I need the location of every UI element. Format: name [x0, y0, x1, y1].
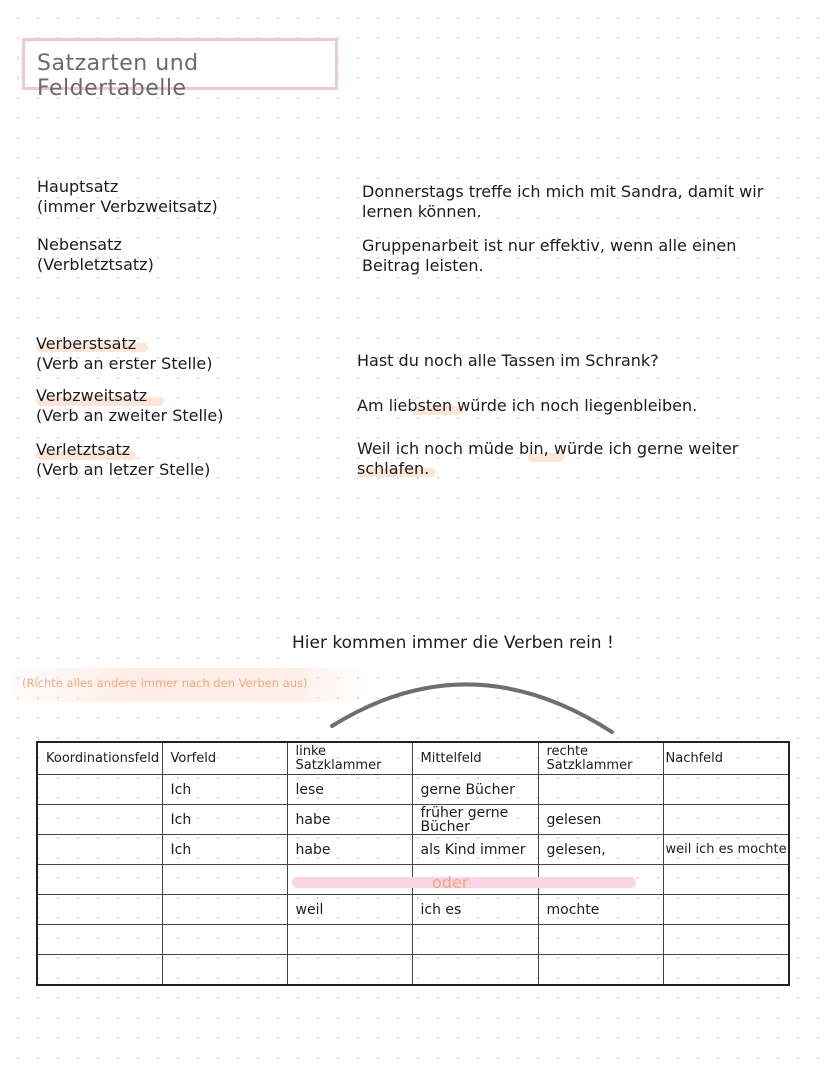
table-cell: [538, 955, 663, 986]
table-cell: [663, 895, 789, 925]
table-cell: lese: [287, 775, 412, 805]
table-cell: habe: [287, 835, 412, 865]
feldertabelle: [36, 741, 790, 986]
mittelfeld-line2: Bücher: [420, 818, 470, 835]
table-cell: [663, 865, 789, 895]
header-rechte-line2: Satzklammer: [546, 757, 633, 773]
table-cell: Ich: [162, 775, 287, 805]
page-title: Satzarten und Feldertabelle: [37, 51, 199, 101]
term-verberstsatz: Verberstsatz: [36, 334, 137, 353]
header-koordinationsfeld: Koordinationsfeld: [37, 742, 162, 775]
example-nebensatz-line2: Beitrag leisten.: [362, 256, 484, 275]
table-cell: habe: [287, 805, 412, 835]
table-cell: [538, 775, 663, 805]
table-cell: gerne Bücher: [412, 775, 538, 805]
table-cell: [287, 925, 412, 955]
table-cell: gelesen,: [538, 835, 663, 865]
table-cell: [162, 925, 287, 955]
table-header-row: [37, 742, 789, 775]
table-cell: [162, 895, 287, 925]
term-nebensatz-note: (Verbletztsatz): [37, 255, 154, 274]
example-nebensatz-line1: Gruppenarbeit ist nur effektiv, wenn alle einen: [362, 236, 737, 255]
table-cell: [287, 955, 412, 986]
verb-note: Hier kommen immer die Verben rein !: [286, 626, 636, 660]
example-hauptsatz-line1: Donnerstags treffe ich mich mit Sandra, damit wir: [362, 182, 764, 201]
table-cell: [663, 775, 789, 805]
table-cell: ich es: [412, 895, 538, 925]
table-cell: Ich: [162, 835, 287, 865]
header-linke-satzklammer: [287, 742, 412, 775]
table-cell: als Kind immer: [412, 835, 538, 865]
table-row: [37, 955, 789, 986]
header-mittelfeld: Mittelfeld: [412, 742, 538, 775]
table-row: [37, 805, 789, 835]
term-verbzweitsatz-note: (Verb an zweiter Stelle): [36, 406, 224, 425]
header-linke-line2: Satzklammer: [295, 757, 382, 773]
term-hauptsatz-note: (immer Verbzweitsatz): [37, 197, 218, 216]
table-row: [37, 895, 789, 925]
verb-bracket-arc: [320, 660, 630, 740]
example-hauptsatz-line2: lernen können.: [362, 202, 482, 221]
table-cell: [162, 865, 287, 895]
table-row: [37, 925, 789, 955]
table-cell: [412, 925, 538, 955]
term-verbzweitsatz: Verbzweitsatz: [36, 386, 148, 405]
table-cell: [37, 955, 162, 986]
table-cell: [412, 805, 538, 835]
table-cell: [162, 955, 287, 986]
header-vorfeld: Vorfeld: [162, 742, 287, 775]
table-cell: Ich: [162, 805, 287, 835]
side-note: [12, 668, 364, 702]
table-cell: [663, 925, 789, 955]
table-cell: [37, 805, 162, 835]
term-nebensatz: Nebensatz: [37, 235, 122, 254]
table-row: [37, 835, 789, 865]
example-verberstsatz: Hast du noch alle Tassen im Schrank?: [357, 351, 659, 370]
mittelfeld-line1: früher gerne: [420, 804, 509, 821]
table-cell: [37, 775, 162, 805]
table-cell: [663, 805, 789, 835]
table-cell: weil ich es mochte: [663, 835, 789, 865]
header-rechte-line1: rechte: [546, 743, 589, 759]
table-cell: [663, 955, 789, 986]
table-cell: [37, 925, 162, 955]
table-cell: [412, 955, 538, 986]
table-cell: weil: [287, 895, 412, 925]
table-cell: [37, 895, 162, 925]
header-linke-line1: linke: [295, 743, 327, 759]
table-cell: gelesen: [538, 805, 663, 835]
example-verletztsatz-line2: schlafen.: [357, 459, 430, 478]
term-hauptsatz: Hauptsatz: [37, 177, 119, 196]
table-cell: [37, 835, 162, 865]
oder-label: oder: [432, 873, 469, 892]
example-verletztsatz-line1: Weil ich noch müde bin, würde ich gerne weiter: [357, 439, 739, 458]
header-rechte-satzklammer: [538, 742, 663, 775]
term-verletztsatz: Verletztsatz: [36, 440, 131, 459]
table-cell: mochte: [538, 895, 663, 925]
title-box: [22, 38, 338, 101]
term-verletztsatz-note: (Verb an letzer Stelle): [36, 460, 211, 479]
header-nachfeld: Nachfeld: [663, 742, 789, 775]
table-row: [37, 775, 789, 805]
term-verberstsatz-note: (Verb an erster Stelle): [36, 354, 213, 373]
side-note-text: (Richte alles andere immer nach den Verben aus): [22, 676, 308, 690]
table-cell: [538, 925, 663, 955]
table-cell: [37, 865, 162, 895]
example-verbzweitsatz: Am liebsten würde ich noch liegenbleiben.: [357, 396, 698, 415]
